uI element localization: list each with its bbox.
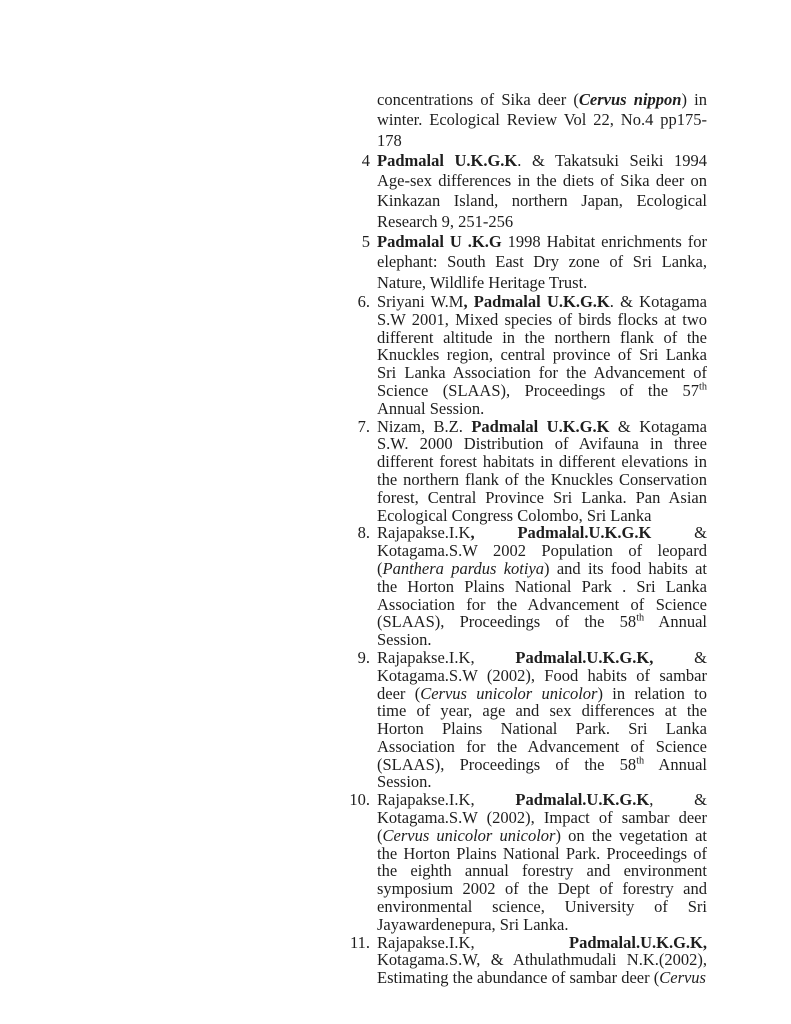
- text-segment: Padmalal U.K.G.K: [471, 416, 610, 436]
- publication-item: [342, 151, 708, 232]
- publication-text: [377, 232, 707, 293]
- text-segment: Padmalal U.K.G.K: [377, 150, 518, 170]
- text-segment: th: [636, 612, 645, 624]
- publication-text: [377, 293, 707, 418]
- text-segment: Cervus nippon: [578, 90, 682, 109]
- publication-number: 9.: [357, 647, 370, 667]
- text-segment: Padmalal.U.K.G.K,: [515, 647, 654, 667]
- text-segment: Cervus: [659, 968, 706, 988]
- text-segment: Padmalal U .K.G: [377, 232, 502, 252]
- publication-number: 11.: [349, 932, 370, 952]
- publication-text: [377, 791, 707, 933]
- publication-number: 7.: [357, 416, 370, 436]
- text-segment: Rajapakse.I.K: [377, 523, 471, 543]
- text-segment: & Kotagama.S.W 2002 Population of leopard (: [377, 523, 707, 578]
- publication-item: [342, 90, 708, 151]
- publication-text: [377, 649, 707, 791]
- publication-number: 8.: [357, 523, 370, 543]
- publication-number: 5: [361, 232, 370, 252]
- text-segment: Cervus unicolor unicolor: [382, 825, 556, 845]
- text-segment: . & Kotagama S.W 2001, Mixed species of birds flocks at two different altitude in the northern flank of the Knuckles region, central province of Sri Lanka Sri Lanka Association for the Advancement of Science (SLAAS), Proceedings of the 57: [377, 291, 707, 400]
- publication-text: [377, 934, 707, 987]
- publication-item: [342, 934, 708, 987]
- text-segment: Rajapakse.I.K,: [377, 790, 516, 810]
- text-segment: . & Takatsuki Seiki 1994 Age-sex differences in the diets of Sika deer on Kinkazan Island, northern Japan, Ecological Research 9, 251-256: [377, 150, 707, 231]
- publication-number: 10.: [349, 790, 370, 810]
- text-segment: Rajapakse.I.K,: [377, 647, 516, 667]
- text-segment: Sriyani W.M: [377, 291, 464, 311]
- text-segment: ) in relation to time of year, age and sex differences at the Horton Plains National Park. Sri Lanka Association for the Advancement of Science (SLAAS), Proceedings of the 58: [377, 683, 707, 774]
- text-segment: & Kotagama.S.W (2002), Food habits of sambar deer (: [377, 647, 707, 703]
- text-segment: 1998 Habitat enrichments for elephant: South East Dry zone of Sri Lanka, Nature, Wildlife Heritage Trust.: [377, 232, 707, 292]
- text-segment: Annual Session.: [377, 612, 707, 650]
- text-segment: Padmalal.U.K.G.K: [515, 790, 650, 810]
- publication-item: [342, 649, 708, 791]
- text-segment: , Padmalal.U.K.G.K: [470, 523, 652, 543]
- text-segment: Cervus unicolor unicolor: [420, 683, 598, 703]
- text-segment: , & Kotagama.S.W (2002), Impact of sambar deer (: [377, 790, 707, 845]
- publication-item: [342, 418, 708, 525]
- publication-number: 4: [361, 150, 370, 170]
- text-segment: th: [699, 381, 707, 393]
- publication-item: [342, 524, 708, 649]
- publication-item: [342, 293, 708, 418]
- text-segment: Padmalal.U.K.G.K,: [569, 932, 707, 952]
- publication-list: [342, 90, 708, 987]
- text-segment: Kotagama.S.W, & Athulathmudali N.K.(2002), Estimating the abundance of sambar deer (: [377, 950, 707, 988]
- text-segment: ) and its food habits at the Horton Plains National Park . Sri Lanka Association for the Advancement of Science (SLAAS), Proceedings of the 58: [377, 558, 707, 632]
- text-segment: concentrations of Sika deer (: [377, 90, 579, 109]
- publication-text: [377, 90, 707, 151]
- text-segment: Annual Session.: [377, 398, 485, 418]
- text-segment: Annual Session.: [377, 754, 707, 792]
- text-segment: Panthera pardus kotiya: [382, 558, 545, 578]
- text-segment: ) in winter. Ecological Review Vol 22, No.4 pp175-178: [377, 90, 707, 150]
- publication-text: [377, 524, 707, 649]
- publication-item: [342, 232, 708, 293]
- text-segment: th: [636, 755, 645, 767]
- publication-number: 6.: [357, 291, 370, 311]
- publication-text: [377, 151, 707, 232]
- publication-item: [342, 791, 708, 933]
- text-segment: ) on the vegetation at the Horton Plains National Park. Proceedings of the eighth annual forestry and environment symposium 2002 of the Dept of forestry and environmental science, University of Sri Jayawardenepura, Sri Lanka.: [377, 825, 707, 934]
- text-segment: & Kotagama S.W. 2000 Distribution of Avifauna in three different forest habitats in different elevations in the northern flank of the Knuckles Conservation forest, Central Province Sri Lanka. Pan Asian Ecological Congress Colombo, Sri Lanka: [377, 416, 707, 525]
- text-segment: , Padmalal U.K.G.K: [463, 291, 610, 311]
- text-segment: Nizam, B.Z.: [377, 416, 472, 436]
- publication-text: [377, 418, 707, 525]
- text-segment: Rajapakse.I.K,: [377, 932, 570, 952]
